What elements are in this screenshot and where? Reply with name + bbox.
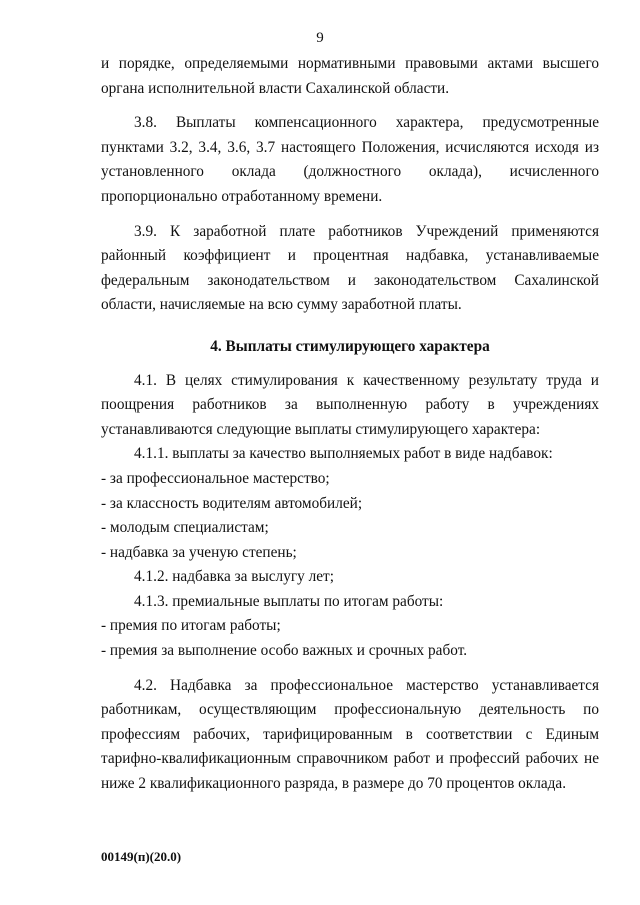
list-item: 4.1.1. выплаты за качество выполняемых работ в виде надбавок:: [134, 445, 553, 463]
list-item: 4.1.2. надбавка за выслугу лет;: [134, 568, 334, 586]
list-item: 4.1.3. премиальные выплаты по итогам работы:: [134, 592, 444, 610]
paragraph-continuation: и порядке, определяемыми нормативными правовыми актами высшего органа исполнительной власти Сахалинской области.: [101, 55, 599, 97]
list-item: - премия за выполнение особо важных и срочных работ.: [101, 642, 468, 660]
paragraph-3-9: 3.9. К заработной плате работников Учреждений применяются районный коэффициент и процентная надбавка, устанавливаемые федеральным законодательством и законодательством Сахалинской области, начисляемые на всю сумму заработной платы.: [101, 222, 599, 314]
paragraph-4-1: 4.1. В целях стимулирования к качественному результату труда и поощрения работников за выполненную работу в учреждениях устанавливаются следующие выплаты стимулирующего характера:: [101, 371, 599, 438]
list-item: - премия по итогам работы;: [101, 617, 281, 635]
list-item: - за профессиональное мастерство;: [101, 469, 330, 487]
body-text: [101, 52, 599, 797]
page-number: 9: [316, 30, 324, 46]
payments-list: [101, 442, 599, 663]
section-heading-4: 4. Выплаты стимулирующего характера: [210, 337, 490, 355]
document-code: 00149(п)(20.0): [101, 849, 182, 864]
list-item: - молодым специалистам;: [101, 519, 269, 537]
paragraph-4-2: 4.2. Надбавка за профессиональное мастерство устанавливается работникам, осуществляющим профессиональную деятельность по профессиям рабочих, тарифицированным в соответствии с Единым тарифно-квалификационным справочником работ и профессий рабочих не ниже 2 квалификационного разряда, в размере до 70 процентов оклада.: [101, 676, 599, 793]
list-item: - надбавка за ученую степень;: [101, 543, 297, 561]
list-item: - за классность водителям автомобилей;: [101, 494, 363, 512]
paragraph-3-8: 3.8. Выплаты компенсационного характера, предусмотренные пунктами 3.2, 3.4, 3.6, 3.7 настоящего Положения, исчисляются исходя из установленного оклада (должностного оклада), исчисленного пропорционально отработанному времени.: [101, 114, 599, 205]
